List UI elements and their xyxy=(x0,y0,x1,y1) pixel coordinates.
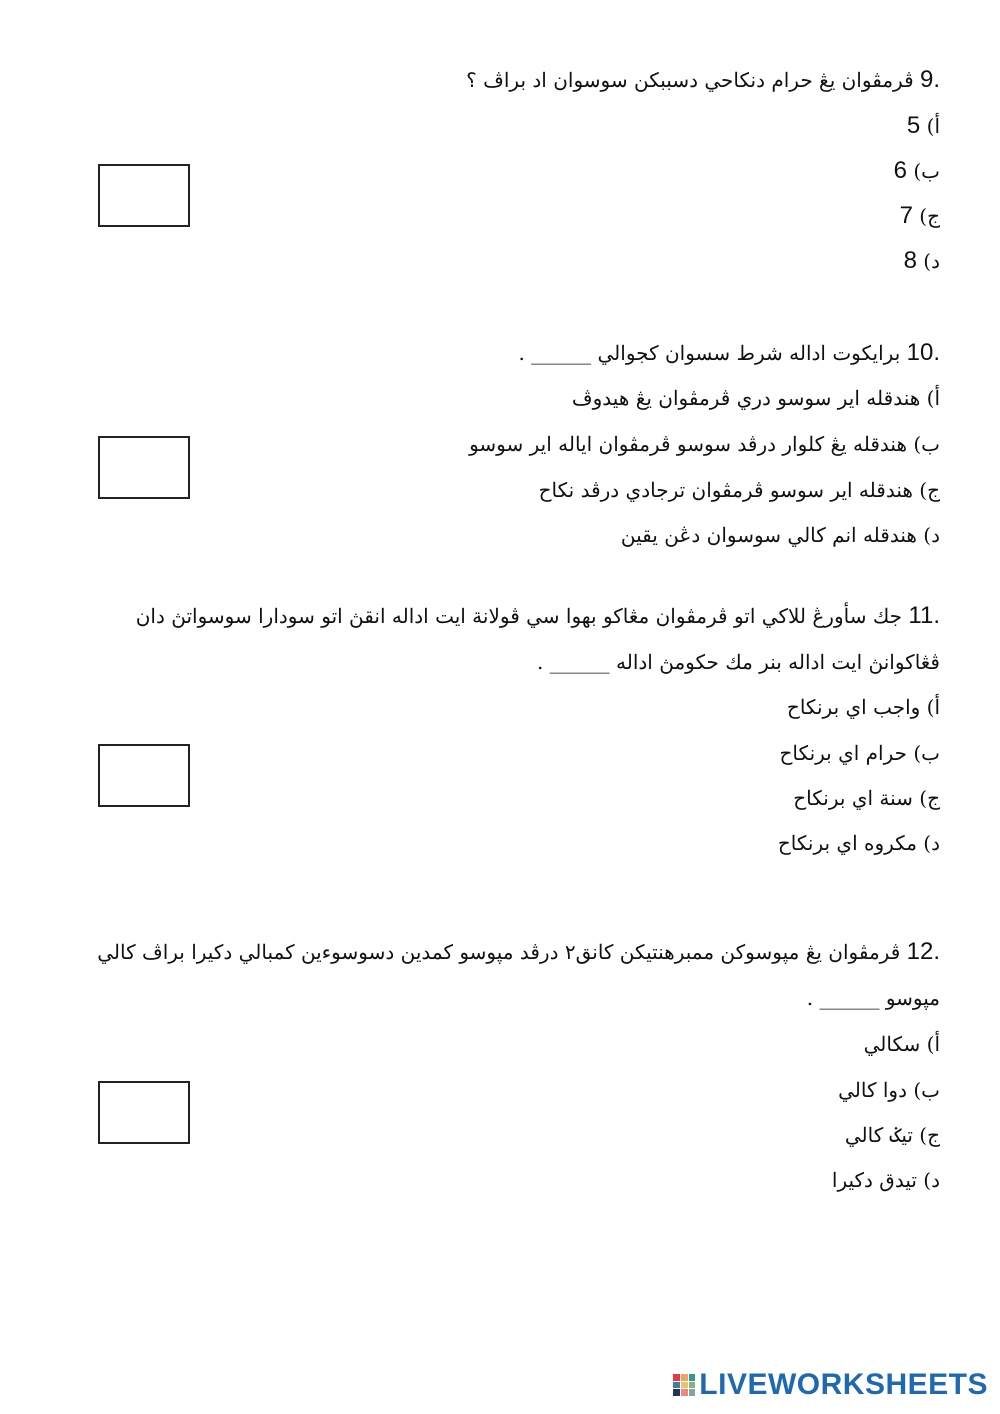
option-c xyxy=(900,202,940,230)
question-text: ڤرمڤوان يڠ حرام دنكاحي دسببكن سوسوان اد براڤ ؟ xyxy=(466,68,914,92)
logo-tile xyxy=(673,1374,680,1381)
question-10-stem xyxy=(518,339,940,367)
option-text: هندقله انم كالي سوسوان دڠن يقين xyxy=(620,523,917,547)
option-letter: ب) xyxy=(913,741,940,765)
option-text: تيدق دكيرا xyxy=(831,1168,917,1192)
option-letter: ب) xyxy=(913,1078,940,1102)
option-text: 6 xyxy=(893,157,907,184)
option-c xyxy=(539,476,940,504)
answer-box-10[interactable] xyxy=(98,436,190,499)
option-d xyxy=(832,1166,940,1194)
option-letter: أ) xyxy=(926,695,940,719)
option-letter: أ) xyxy=(926,114,940,138)
option-b xyxy=(838,1076,940,1104)
logo-tile xyxy=(681,1389,688,1396)
option-letter: د) xyxy=(923,831,940,855)
question-11-stem xyxy=(136,602,940,630)
option-letter: د) xyxy=(923,249,940,273)
logo-tile xyxy=(681,1374,688,1381)
answer-box-9[interactable] xyxy=(98,164,190,227)
option-text: هندقله يڠ كلوار درڤد سوسو ڤرمڤوان اياله اير سوسو xyxy=(469,432,907,456)
logo-tile xyxy=(673,1389,680,1396)
option-b xyxy=(894,157,940,185)
option-a xyxy=(572,384,940,412)
option-d xyxy=(904,247,940,275)
option-text: 5 xyxy=(906,112,921,139)
option-c xyxy=(845,1121,940,1149)
question-number: 10. xyxy=(906,339,940,366)
liveworksheets-brand: LIVEWORKSHEETS xyxy=(699,1368,988,1401)
option-letter: د) xyxy=(923,523,940,547)
option-letter: أ) xyxy=(926,386,940,410)
question-text: مپوسو ______ . xyxy=(806,986,940,1010)
logo-tile xyxy=(689,1382,696,1389)
option-letter: ج) xyxy=(919,1123,940,1147)
option-letter: ج) xyxy=(919,478,940,502)
option-text: حرام اي برنكاح xyxy=(779,741,907,765)
option-letter: د) xyxy=(923,1168,940,1192)
option-a xyxy=(864,1030,940,1058)
option-letter: أ) xyxy=(926,1032,940,1056)
option-text: سكالي xyxy=(863,1032,921,1056)
option-a xyxy=(907,112,940,140)
option-c xyxy=(793,784,940,812)
question-text: برايكوت اداله شرط سسوان كجوالي ______ . xyxy=(518,341,901,365)
logo-tile xyxy=(689,1389,696,1396)
option-b xyxy=(469,430,940,458)
question-12-stem xyxy=(97,938,940,966)
option-letter: ج) xyxy=(919,786,940,810)
option-b xyxy=(780,739,940,767)
option-text: هندقله اير سوسو دري ڤرمڤوان يڠ هيدوڤ xyxy=(571,386,921,410)
option-text: 8 xyxy=(903,247,917,274)
liveworksheets-logo-icon xyxy=(673,1374,695,1396)
logo-tile xyxy=(681,1382,688,1389)
logo-tile xyxy=(689,1374,696,1381)
option-d xyxy=(778,829,940,857)
option-letter: ب) xyxy=(913,432,940,456)
option-text: هندقله اير سوسو ڤرمڤوان ترجادي درڤد نكاح xyxy=(538,478,913,502)
question-text: ڤڠاكوانڽ ايت اداله بنر مك حكومڽ اداله ______ . xyxy=(536,650,940,674)
question-text: جك سأورڠ للاكي اتو ڤرمڤوان مڠاكو بهوا سي ڤولانة ايت اداله انقڽ اتو سودارا سوسواتڽ دان xyxy=(135,604,903,628)
option-letter: ب) xyxy=(913,159,940,183)
question-number: 9. xyxy=(919,66,940,93)
option-text: دوا كالي xyxy=(838,1078,907,1102)
option-text: سنة اي برنكاح xyxy=(793,786,913,810)
question-number: 11. xyxy=(908,602,940,629)
option-letter: ج) xyxy=(919,204,940,228)
option-text: تيݢ كالي xyxy=(844,1123,913,1147)
answer-box-11[interactable] xyxy=(98,744,190,807)
question-12-stem-line-2 xyxy=(807,984,940,1012)
question-text: ڤرمڤوان يڠ مپوسوكن ممبرهنتيكن كانق٢ درڤد مپوسو كمدين دسوسوءين كمبالي دكيرا براڤ كالي xyxy=(97,940,901,964)
answer-box-12[interactable] xyxy=(98,1081,190,1144)
option-text: مكروه اي برنكاح xyxy=(777,831,917,855)
liveworksheets-logo xyxy=(673,1368,988,1402)
logo-tile xyxy=(673,1382,680,1389)
question-11-stem-line-2 xyxy=(537,648,940,676)
question-9-stem xyxy=(466,66,940,94)
option-text: 7 xyxy=(899,202,913,229)
option-text: واجب اي برنكاح xyxy=(786,695,921,719)
option-d xyxy=(621,521,940,549)
question-number: 12. xyxy=(906,938,940,965)
option-a xyxy=(787,693,940,721)
